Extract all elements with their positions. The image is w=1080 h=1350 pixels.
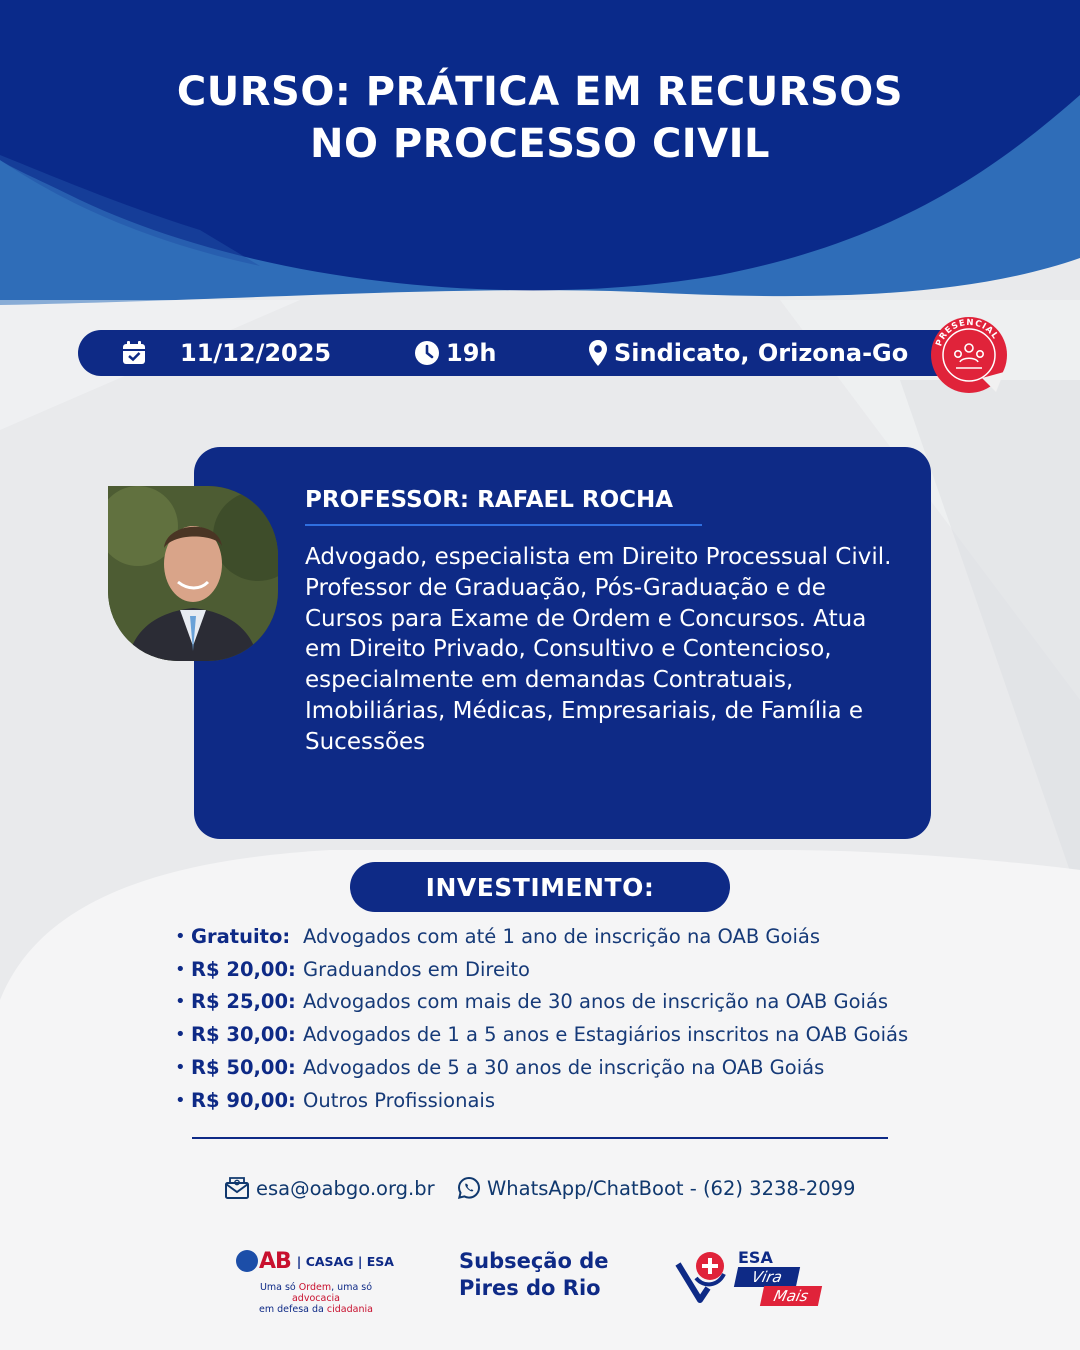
contact-whatsapp[interactable] [457,1174,855,1202]
professor-underline [305,524,702,526]
whatsapp-icon [457,1176,481,1200]
price-value: R$ 25,00: [191,990,296,1014]
event-date: 11/12/2025 [180,339,332,367]
price-value: R$ 20,00: [191,957,296,981]
esa-vira: Vira [734,1267,800,1287]
esa-name: ESA [738,1248,773,1267]
subsecao-line-2: Pires do Rio [459,1276,601,1300]
clock-icon [414,340,440,366]
esa-mais: Mais [760,1286,822,1306]
professor-bio: Advogado, especialista em Direito Processual Civil. Professor de Graduação, Pós-Graduação e de Cursos para Exame de Ordem e Concursos. Atua em Direito Privado, Consultivo e Contencioso, especialmente em demandas Contratuais, Imobiliárias, Médicas, Empresariais, de Família e Sucessões [305,544,892,755]
contact-email-text: esa@oabgo.org.br [256,1176,435,1200]
price-item [175,1051,955,1084]
price-item [175,1084,955,1117]
footer-divider [192,1137,888,1139]
calendar-icon [120,330,148,376]
price-description: Advogados com mais de 30 anos de inscrição na OAB Goiás [303,990,889,1014]
map-pin-icon [588,339,608,367]
bullet: • [175,1024,186,1046]
contact-whatsapp-text: WhatsApp/ChatBoot - (62) 3238-2099 [487,1176,856,1200]
badge-text: PRESENCIAL [934,317,1001,348]
envelope-icon [224,1176,250,1200]
bullet: • [175,1057,186,1079]
event-info-bar [78,330,978,376]
oab-casag-esa-logo [236,1248,396,1315]
price-item [175,920,955,953]
price-description: Advogados de 5 a 30 anos de inscrição na OAB Goiás [303,1056,825,1080]
title-line-1: CURSO: PRÁTICA EM RECURSOS [176,69,904,115]
price-value: R$ 50,00: [191,1056,296,1080]
oab-divisions: | CASAG | ESA [296,1253,394,1269]
esa-heart-cross-icon [674,1248,738,1308]
contact-email[interactable] [224,1174,435,1202]
bullet: • [175,1089,186,1111]
price-item [175,1018,955,1051]
oab-tagline: Uma só Ordem, uma só advocacia em defesa da cidadania [259,1282,373,1315]
price-value: R$ 90,00: [191,1088,296,1112]
oab-globe-icon [236,1250,258,1272]
subsecao-name [459,1248,608,1302]
price-description: Graduandos em Direito [303,957,530,981]
price-description: Advogados com até 1 ano de inscrição na OAB Goiás [303,924,820,948]
professor-photo [108,486,278,661]
course-title [0,66,1080,170]
presencial-badge [926,312,1012,398]
investment-heading: INVESTIMENTO: [350,862,730,912]
bullet: • [175,991,186,1013]
price-value: R$ 30,00: [191,1023,296,1047]
title-line-2: NO PROCESSO CIVIL [309,121,771,167]
bullet: • [175,925,186,947]
price-list [175,920,955,1117]
event-location [588,330,908,376]
price-description: Outros Profissionais [303,1088,496,1112]
professor-name: PROFESSOR: RAFAEL ROCHA [305,487,674,513]
price-value: Gratuito: [191,924,291,948]
event-time-text: 19h [446,339,497,367]
oab-mark: AB [259,1248,291,1274]
event-location-text: Sindicato, Orizona-Go [614,339,909,367]
price-item [175,986,955,1019]
price-item [175,953,955,986]
price-description: Advogados de 1 a 5 anos e Estagiários inscritos na OAB Goiás [303,1023,909,1047]
event-time [414,330,496,376]
bullet: • [175,958,186,980]
esa-vira-mais-logo [674,1248,824,1312]
subsecao-line-1: Subseção de [459,1249,609,1273]
